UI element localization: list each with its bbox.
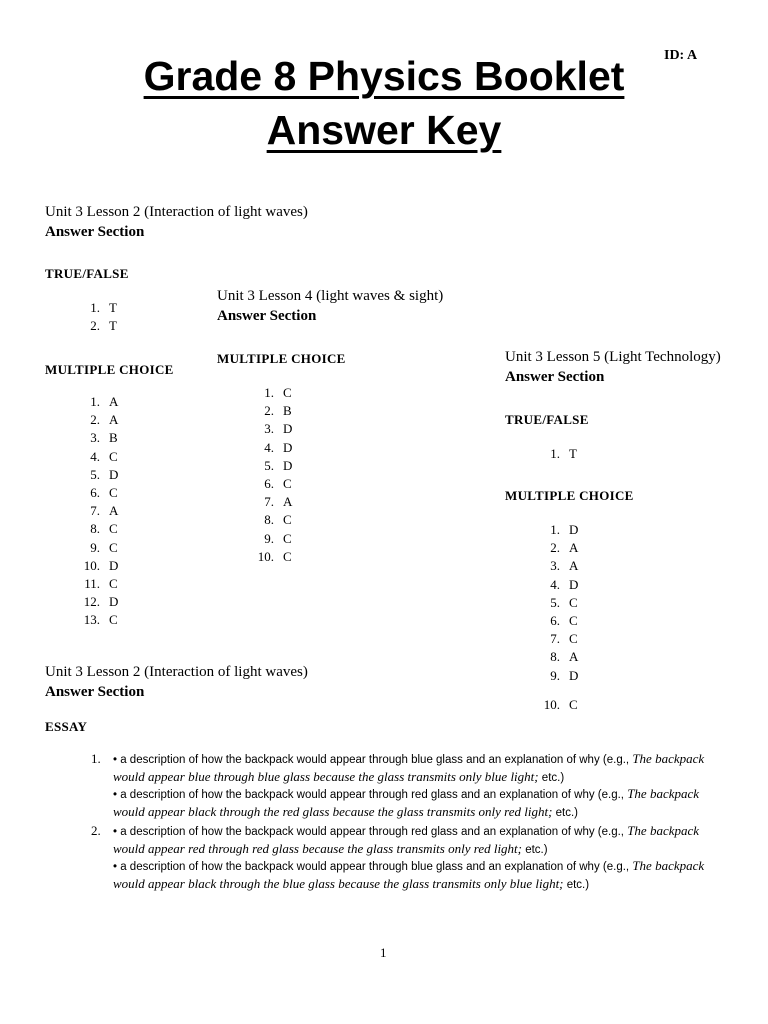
list-item: 10. C [543,697,578,712]
list-item: 7. A [90,503,119,519]
list-item: 1. C [264,385,292,400]
list-item: 10. D [83,557,119,573]
essay-point: • a description of how the backpack would appear through red glass and an explanation of why (e.g., The backpack would appear red through red glass because the glass transmits only red light; etc.) [113,823,700,856]
list-item: 4. D [550,576,579,592]
essay-point: • a description of how the backpack would appear through red glass and an explanation of why (e.g., The backpack would appear black through the red glass because the glass transmits only red light; etc.) [113,786,700,819]
essay-heading: Unit 3 Lesson 2 (Interaction of light waves) [45,664,308,680]
lesson5-section [505,347,721,387]
lesson5-heading: Unit 3 Lesson 5 (Light Technology) [505,349,721,365]
list-item: 1. T [550,446,577,461]
essay-point: • a description of how the backpack would appear through blue glass and an explanation of why (e.g., The backpack would appear blue through blue glass because the glass transmits only blue light; etc.) [113,751,705,784]
list-item: 8. C [264,512,292,528]
list-item: 1. D [550,522,579,537]
list-item: 10. C [257,548,292,564]
lesson5-mc-last [532,696,578,714]
lesson4-mc-list [246,384,292,566]
lesson5-mc-list [532,521,578,685]
id-label: ID: A [664,48,698,63]
essay-point: • a description of how the backpack would appear through blue glass and an explanation of why (e.g., The backpack would appear black through the blue glass because the glass transmits only blue light; etc.) [113,858,705,891]
list-item: 2. A [90,412,119,428]
list-item: 13. C [83,612,118,628]
list-item: 3. D [264,421,293,437]
list-item: 2. B [264,403,292,419]
lesson2-tf-list [72,299,117,335]
list-item: 2. A [550,540,579,556]
lesson5-tf-label: TRUE/FALSE [505,412,589,427]
list-item: 7. A [264,494,293,510]
list-item: 7. C [550,631,578,647]
list-item: 3. A [550,558,579,574]
page-title: Grade 8 Physics Booklet [143,53,625,99]
list-item: 6. C [90,485,118,501]
list-item: 4. D [264,439,293,455]
essay-list [91,751,711,895]
list-item: 1. A [90,394,119,409]
list-item: 3. B [90,430,118,446]
lesson4-section [217,286,443,326]
lesson2-subheading: Answer Section [45,224,145,240]
essay-label: ESSAY [45,719,88,734]
lesson5-subheading: Answer Section [505,369,605,385]
page-number: 1 [380,945,387,960]
list-item: 9. C [90,539,118,555]
list-item: 9. C [264,530,292,546]
lesson2-tf-label: TRUE/FALSE [45,266,129,281]
lesson5-mc-label: MULTIPLE CHOICE [505,488,634,503]
list-item: 9. D [550,667,579,683]
list-item: 4. C [90,448,118,464]
lesson4-mc-label: MULTIPLE CHOICE [217,351,346,366]
lesson2-heading: Unit 3 Lesson 2 (Interaction of light waves) [45,204,308,220]
list-item: 2. T [90,318,117,334]
lesson4-heading: Unit 3 Lesson 4 (light waves & sight) [217,288,444,304]
essay-item: 2. • a description of how the backpack would appear through red glass and an explanation of why (e.g., The backpack would appear red through red glass because the glass transmits only red light; etc.) • a description of how the backpack would appear through blue glass and an explanation of why (e.g., The backpack would appear black through the blue glass because the glass transmits only blue light; etc.) [91,823,711,893]
lesson5-tf-list [532,445,577,463]
lesson4-subheading: Answer Section [217,308,317,324]
list-item: 11. C [84,576,118,592]
list-item: 5. C [550,594,578,610]
list-item: 6. C [550,613,578,629]
essay-item: 1. • a description of how the backpack would appear through blue glass and an explanation of why (e.g., The backpack would appear blue through blue glass because the glass transmits only blue light; etc.) • a description of how the backpack would appear through red glass and an explanation of why (e.g., The backpack would appear black through the red glass because the glass transmits only red light; etc.) [91,751,711,821]
list-item: 8. A [550,649,579,665]
list-item: 1. T [90,300,117,315]
list-item: 5. D [264,457,293,473]
essay-subheading: Answer Section [45,684,145,700]
list-item: 8. C [90,521,118,537]
lesson2-mc-list [72,393,118,630]
lesson2-mc-label: MULTIPLE CHOICE [45,362,174,377]
essay-section [45,662,308,702]
page-subtitle: Answer Key [266,107,502,153]
list-item: 12. D [83,594,119,610]
list-item: 6. C [264,476,292,492]
list-item: 5. D [90,466,119,482]
lesson2-section [45,202,308,242]
